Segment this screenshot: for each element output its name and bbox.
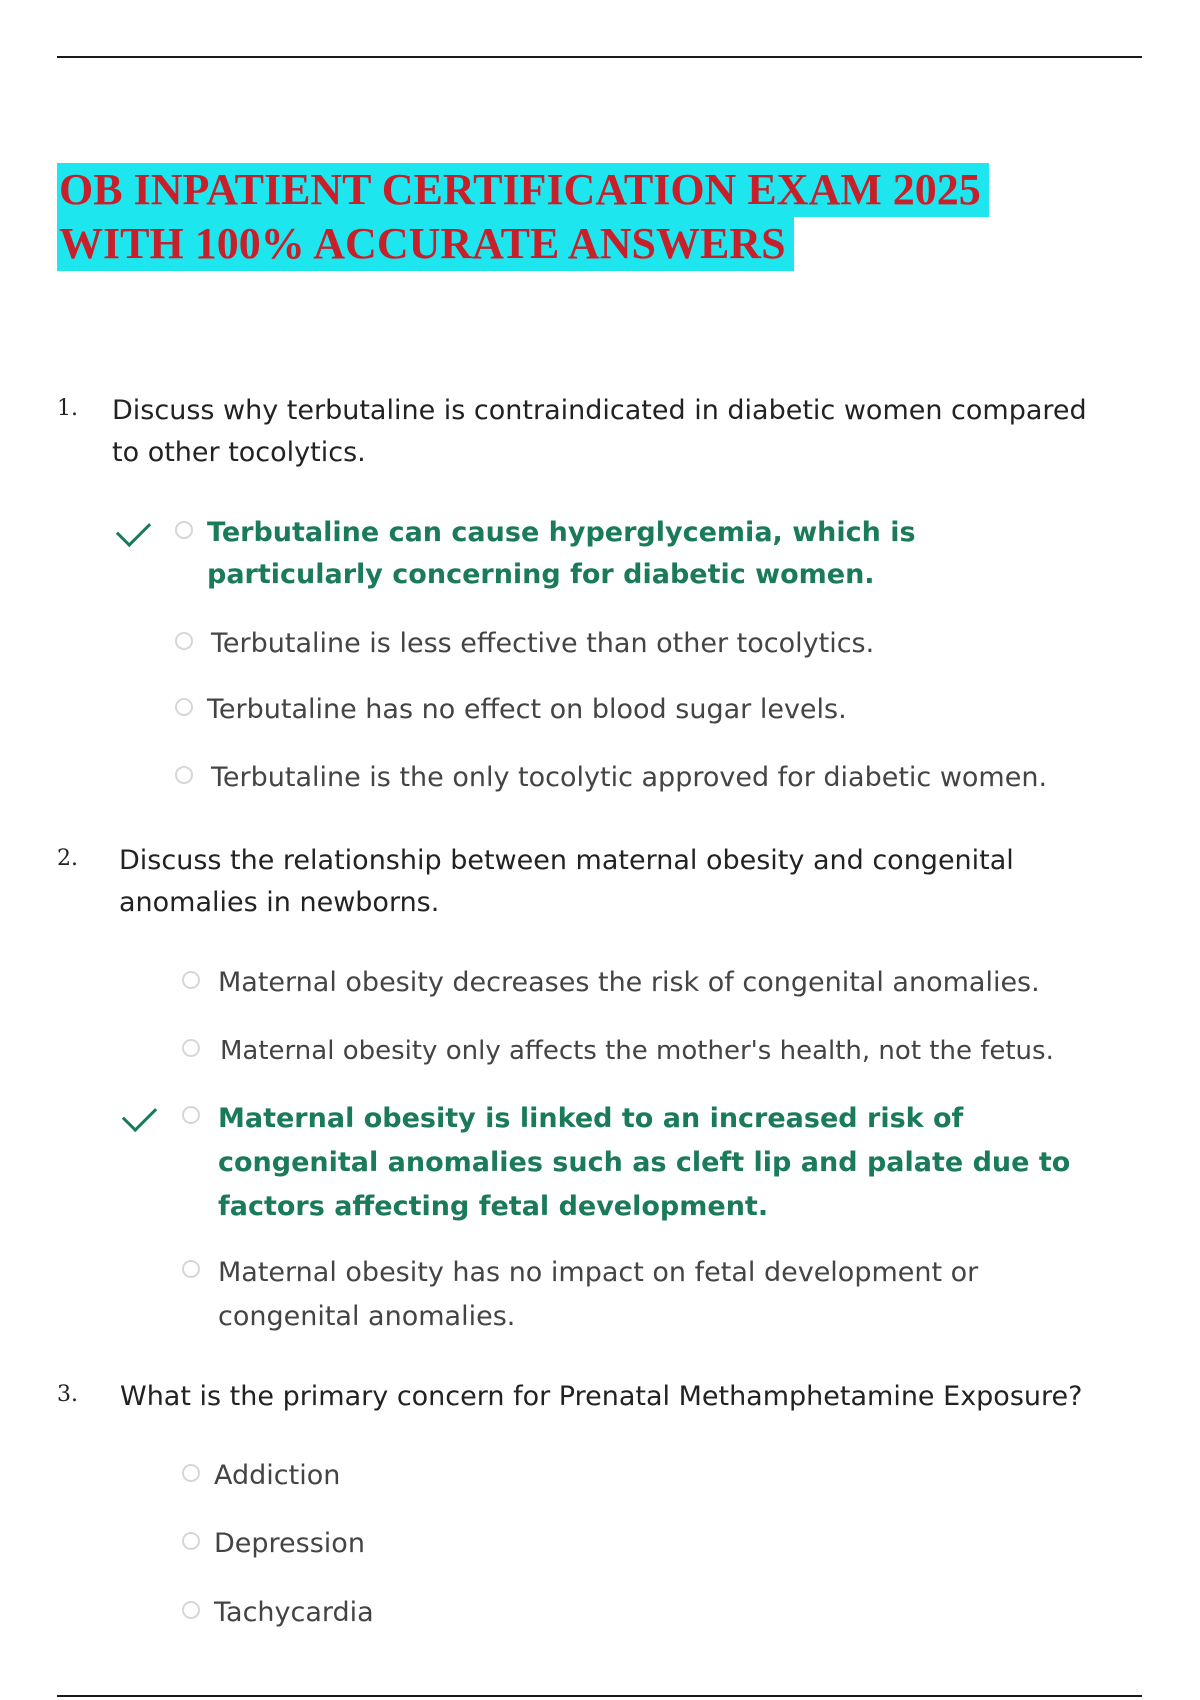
radio-button[interactable] bbox=[175, 698, 193, 716]
answer-option[interactable] bbox=[182, 1592, 582, 1634]
option-label: Terbutaline has no effect on blood sugar levels. bbox=[207, 694, 847, 725]
radio-button[interactable] bbox=[182, 1464, 200, 1482]
question-number: 3. bbox=[57, 1382, 78, 1407]
question-number: 2. bbox=[57, 846, 78, 871]
option-label: Terbutaline is the only tocolytic approved for diabetic women. bbox=[211, 762, 1048, 793]
radio-button[interactable] bbox=[182, 1601, 200, 1619]
radio-button[interactable] bbox=[175, 766, 193, 784]
check-icon bbox=[116, 512, 151, 547]
option-label: Maternal obesity is linked to an increased risk of congenital anomalies such as cleft lip and palate due to factors affecting fetal development. bbox=[218, 1103, 1071, 1222]
radio-button[interactable] bbox=[175, 521, 193, 539]
option-label: Maternal obesity has no impact on fetal development or congenital anomalies. bbox=[218, 1257, 979, 1332]
radio-button[interactable] bbox=[182, 971, 200, 989]
radio-button[interactable] bbox=[182, 1260, 200, 1278]
radio-button[interactable] bbox=[182, 1106, 200, 1124]
answer-option[interactable] bbox=[175, 689, 1075, 731]
title-line-2: WITH 100% ACCURATE ANSWERS bbox=[57, 217, 794, 271]
top-rule bbox=[57, 56, 1142, 58]
radio-button[interactable] bbox=[182, 1039, 200, 1057]
answer-option[interactable] bbox=[182, 1523, 582, 1565]
option-label: Depression bbox=[214, 1528, 365, 1559]
option-label: Tachycardia bbox=[214, 1597, 374, 1628]
question-number: 1. bbox=[57, 396, 78, 421]
option-label: Terbutaline is less effective than other tocolytics. bbox=[211, 628, 875, 659]
question-text: Discuss why terbutaline is contraindicated in diabetic women compared to other tocolytics. bbox=[112, 395, 1087, 468]
option-label: Terbutaline can cause hyperglycemia, which is particularly concerning for diabetic women. bbox=[207, 517, 916, 590]
answer-option[interactable] bbox=[182, 1097, 1112, 1227]
answer-option[interactable] bbox=[175, 512, 1075, 596]
answer-option[interactable] bbox=[182, 1455, 582, 1497]
answer-option[interactable] bbox=[182, 1251, 1112, 1335]
option-label: Addiction bbox=[214, 1460, 341, 1491]
option-label: Maternal obesity only affects the mother's health, not the fetus. bbox=[220, 1036, 1054, 1066]
answer-option[interactable] bbox=[182, 962, 1112, 1004]
document-title bbox=[57, 163, 989, 271]
radio-button[interactable] bbox=[182, 1532, 200, 1550]
question-text: Discuss the relationship between maternal obesity and congenital anomalies in newborns. bbox=[119, 845, 1014, 918]
option-label: Maternal obesity decreases the risk of congenital anomalies. bbox=[218, 967, 1040, 998]
answer-option[interactable] bbox=[175, 623, 1075, 665]
answer-option[interactable] bbox=[175, 757, 1105, 799]
radio-button[interactable] bbox=[175, 632, 193, 650]
bottom-rule bbox=[57, 1695, 1142, 1697]
title-line-1: OB INPATIENT CERTIFICATION EXAM 2025 bbox=[57, 163, 989, 217]
answer-option[interactable] bbox=[182, 1030, 1112, 1072]
question-text: What is the primary concern for Prenatal Methamphetamine Exposure? bbox=[120, 1381, 1083, 1412]
check-icon bbox=[122, 1097, 157, 1132]
